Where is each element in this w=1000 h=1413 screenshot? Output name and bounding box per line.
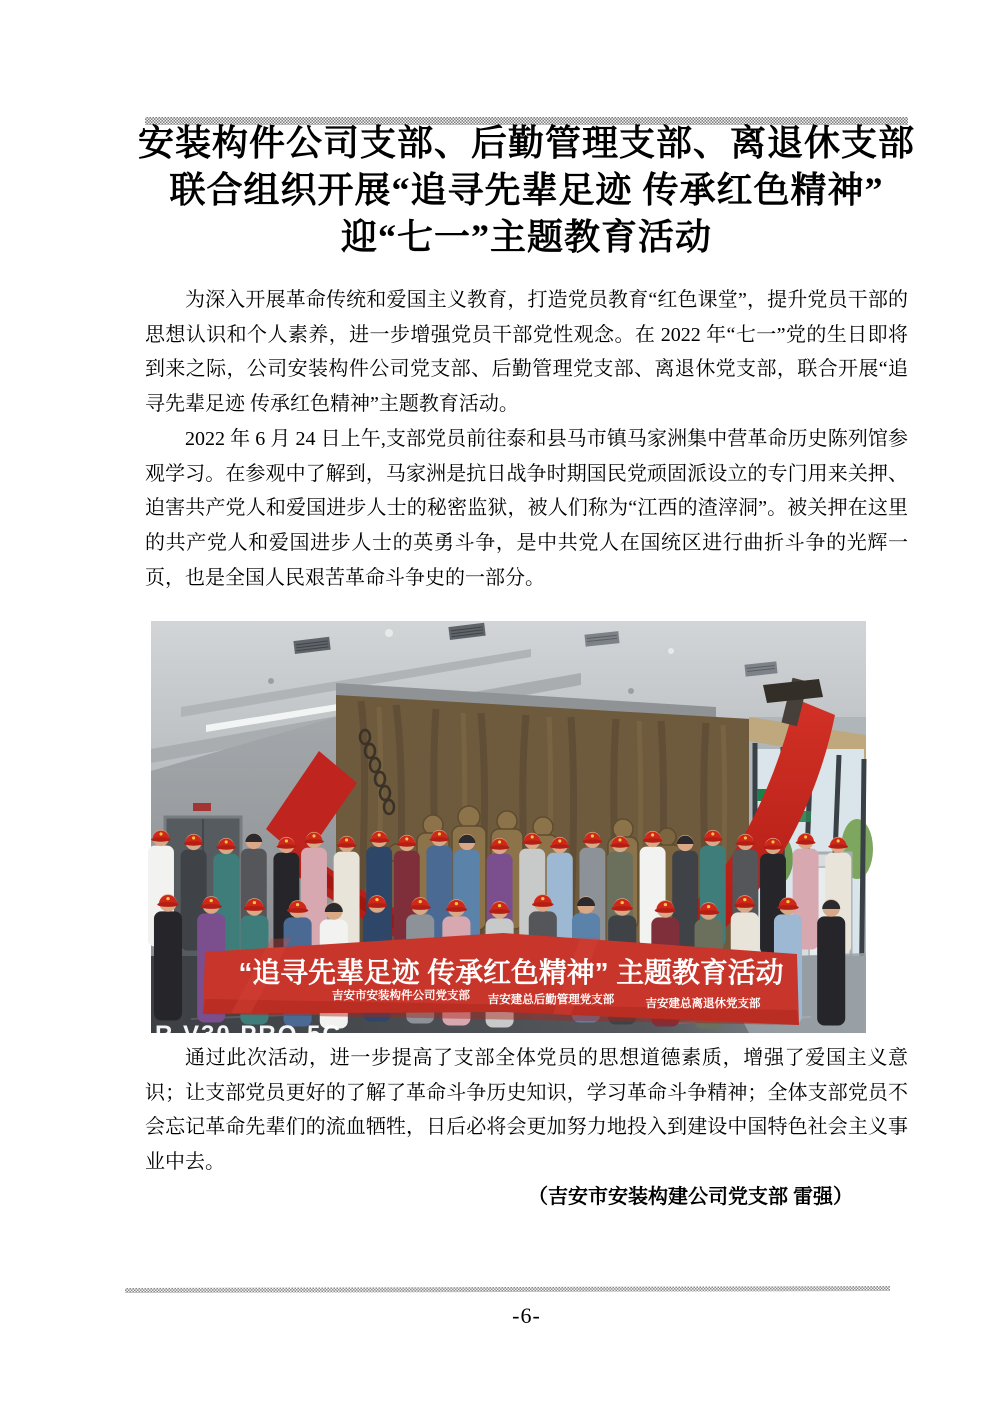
banner-sub-left: 吉安市安装构件公司党支部 <box>332 990 470 1002</box>
person <box>817 899 845 1025</box>
group-photo-illustration <box>151 621 866 1048</box>
title-line-2: 联合组织开展“追寻先辈足迹 传承红色精神” <box>169 170 884 210</box>
title-line-1: 安装构件公司支部、后勤管理支部、离退休支部 <box>137 123 915 163</box>
article-body-top <box>145 283 908 595</box>
banner-sub-right: 吉安建总离退休党支部 <box>645 998 761 1010</box>
banner-main-text: “追寻先辈足迹 传承红色精神” 主题教育活动 <box>238 957 787 988</box>
paragraph-3: 通过此次活动，进一步提高了支部全体党员的思想道德素质，增强了爱国主义意识；让支部党员更好的了解了革命斗争历史知识，学习革命斗争精神；全体支部党员不会忘记革命先辈们的流血牺牲，日后必将会更加努力地投入到建设中国特色社会主义事业中去。 <box>145 1047 908 1174</box>
person <box>154 894 182 1020</box>
footer-rule <box>125 1286 890 1293</box>
page-title <box>133 120 920 261</box>
paragraph-1: 为深入开展革命传统和爱国主义教育，打造党员教育“红色课堂”，提升党员干部的思想认识和个人素养，进一步增强党员干部党性观念。在 2022 年“七一”党的生日即将到来之际，公司安装构件公司党支部、后勤管理党支部、离退休党支部，联合开展“追寻先辈足迹 传承红色精神”主题教育活动。 <box>145 289 908 416</box>
paragraph-2: 2022 年 6 月 24 日上午,支部党员前往泰和县马市镇马家洲集中营革命历史陈列馆参观学习。在参观中了解到，马家洲是抗日战争时期国民党顽固派设立的专门用来关押、迫害共产党人和爱国进步人士的秘密监狱，被人们称为“江西的渣滓洞”。被关押在这里的共产党人和爱国进步人士的英勇斗争，是中共党人在国统区进行曲折斗争的光辉一页，也是全国人民艰苦革命斗争史的一部分。 <box>145 427 908 589</box>
title-line-3: 迎“七一”主题教育活动 <box>340 217 712 257</box>
group-photo <box>151 621 866 1048</box>
attribution: （吉安市安装构建公司党支部 雷强） <box>528 1185 853 1208</box>
page-number: -6- <box>512 1303 541 1328</box>
banner-sub-middle: 吉安建总后勤管理党支部 <box>487 994 615 1006</box>
article-body-bottom <box>145 1041 908 1215</box>
camera-watermark: R V30 PRO 5G <box>155 1021 344 1048</box>
